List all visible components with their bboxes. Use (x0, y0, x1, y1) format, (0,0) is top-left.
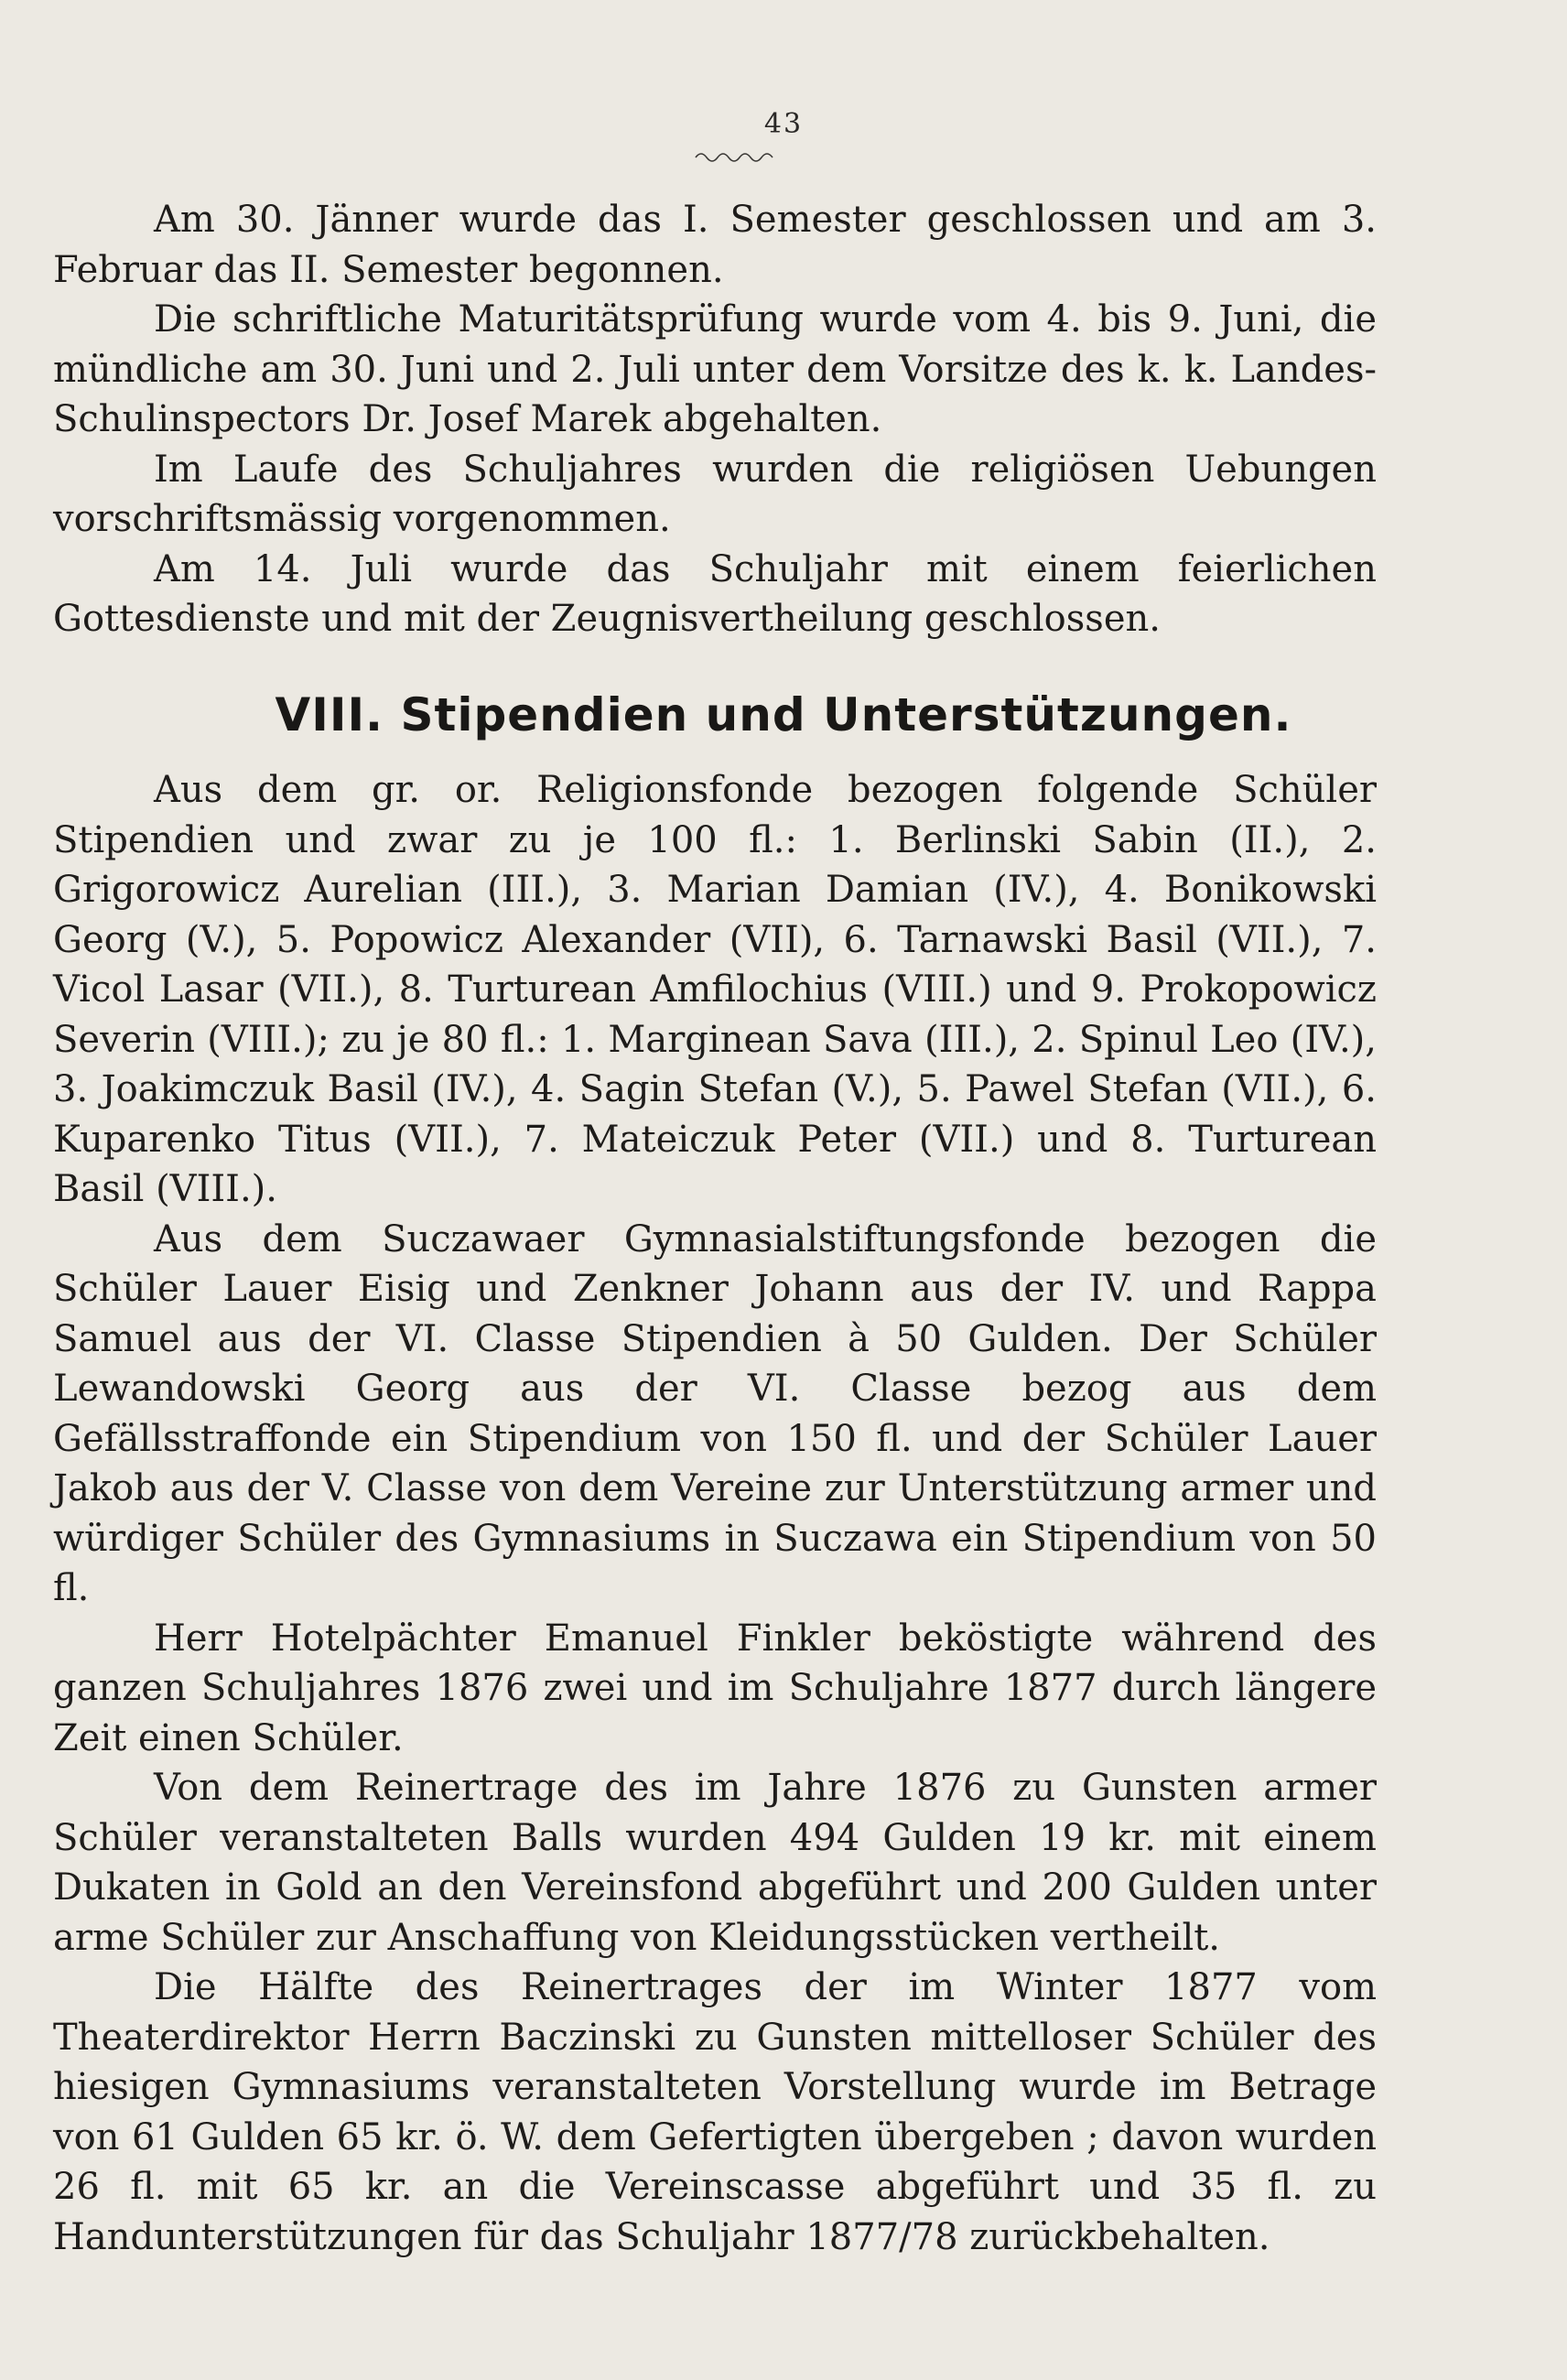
paragraph-religionsfonde: Aus dem gr. or. Religionsfonde bezogen folgende Schüler Stipendien und zwar zu je 100 fl.: 1. Berlinski Sabin (II.), 2. Grigorowicz Aurelian (III.), 3. Marian Damian (IV.), 4. Bonikowski Georg (V.), 5. Popowicz Alexander (VII), 6. Tarnawski Basil (VII.), 7. Vicol Lasar (VII.), 8. Turturean Amfilochius (VIII.) und 9. Prokopowicz Severin (VIII.); zu je 80 fl.: 1. Marginean Sava (III.), 2. Spinul Leo (IV.), 3. Joakimczuk Basil (IV.), 4. Sagin Stefan (V.), 5. Pawel Stefan (VII.), 6. Kuparenko Titus (VII.), 7. Mateiczuk Peter (VII.) und 8. Turturean Basil (VIII.). (53, 769, 1377, 1210)
paragraph-stiftungsfonde: Aus dem Suczawaer Gymnasialstiftungsfonde bezogen die Schüler Lauer Eisig und Zenkner Johann aus der IV. und Rappa Samuel aus der VI. Classe Stipendien à 50 Gulden. Der Schüler Lewandowski Georg aus der VI. Classe bezog aus dem Gefällsstraffonde ein Stipendium von 150 fl. und der Schüler Lauer Jakob aus der V. Classe von dem Vereine zur Unterstützung armer und würdiger Schüler des Gymnasiums in Suczawa ein Stipendium von 50 fl. (53, 1217, 1377, 1609)
page-number: 43 (763, 108, 804, 140)
paragraph-school-year-end: Am 14. Juli wurde das Schuljahr mit einem feierlichen Gottesdienste und mit der Zeugnisvertheilung geschlossen. (53, 547, 1377, 640)
paragraph-theater-proceeds: Die Hälfte des Reinertrages der im Winter 1877 vom Theaterdirektor Herrn Baczinski zu Gunsten mittelloser Schüler des hiesigen Gymnasiums veranstalteten Vorstellung wurde im Betrage von 61 Gulden 65 kr. ö. W. dem Gefertigten übergeben ; davon wurden 26 fl. mit 65 kr. an die Vereinscasse abgeführt und 35 fl. zu Handunterstützungen für das Schuljahr 1877/78 zurückbehalten. (53, 1966, 1377, 2258)
wavy-ornament-icon (692, 146, 784, 165)
section-text-block (53, 765, 1377, 2262)
paragraph-maturity-exam: Die schriftliche Maturitätsprüfung wurde vom 4. bis 9. Juni, die mündliche am 30. Juni und 2. Juli unter dem Vorsitze des k. k. Landes-Schulinspectors Dr. Josef Marek abgehalten. (53, 298, 1377, 440)
paragraph-ball-proceeds: Von dem Reinertrage des im Jahre 1876 zu Gunsten armer Schüler veranstalteten Balls wurden 494 Gulden 19 kr. mit einem Dukaten in Gold an den Vereinsfond abgeführt und 200 Gulden unter arme Schüler zur Anschaffung von Kleidungsstücken vertheilt. (53, 1767, 1377, 1959)
paragraph-finkler: Herr Hotelpächter Emanuel Finkler beköstigte während des ganzen Schuljahres 1876 zwei und im Schuljahre 1877 durch längere Zeit einen Schüler. (53, 1617, 1377, 1759)
intro-text-block (53, 195, 1377, 644)
section-heading: VIII. Stipendien und Unterstützungen. (275, 688, 1292, 741)
paragraph-semester: Am 30. Jänner wurde das I. Semester geschlossen und am 3. Februar das II. Semester begonnen. (53, 199, 1377, 291)
paragraph-religious-exercises: Im Laufe des Schuljahres wurden die religiösen Uebungen vorschriftsmässig vorgenommen. (53, 448, 1377, 540)
